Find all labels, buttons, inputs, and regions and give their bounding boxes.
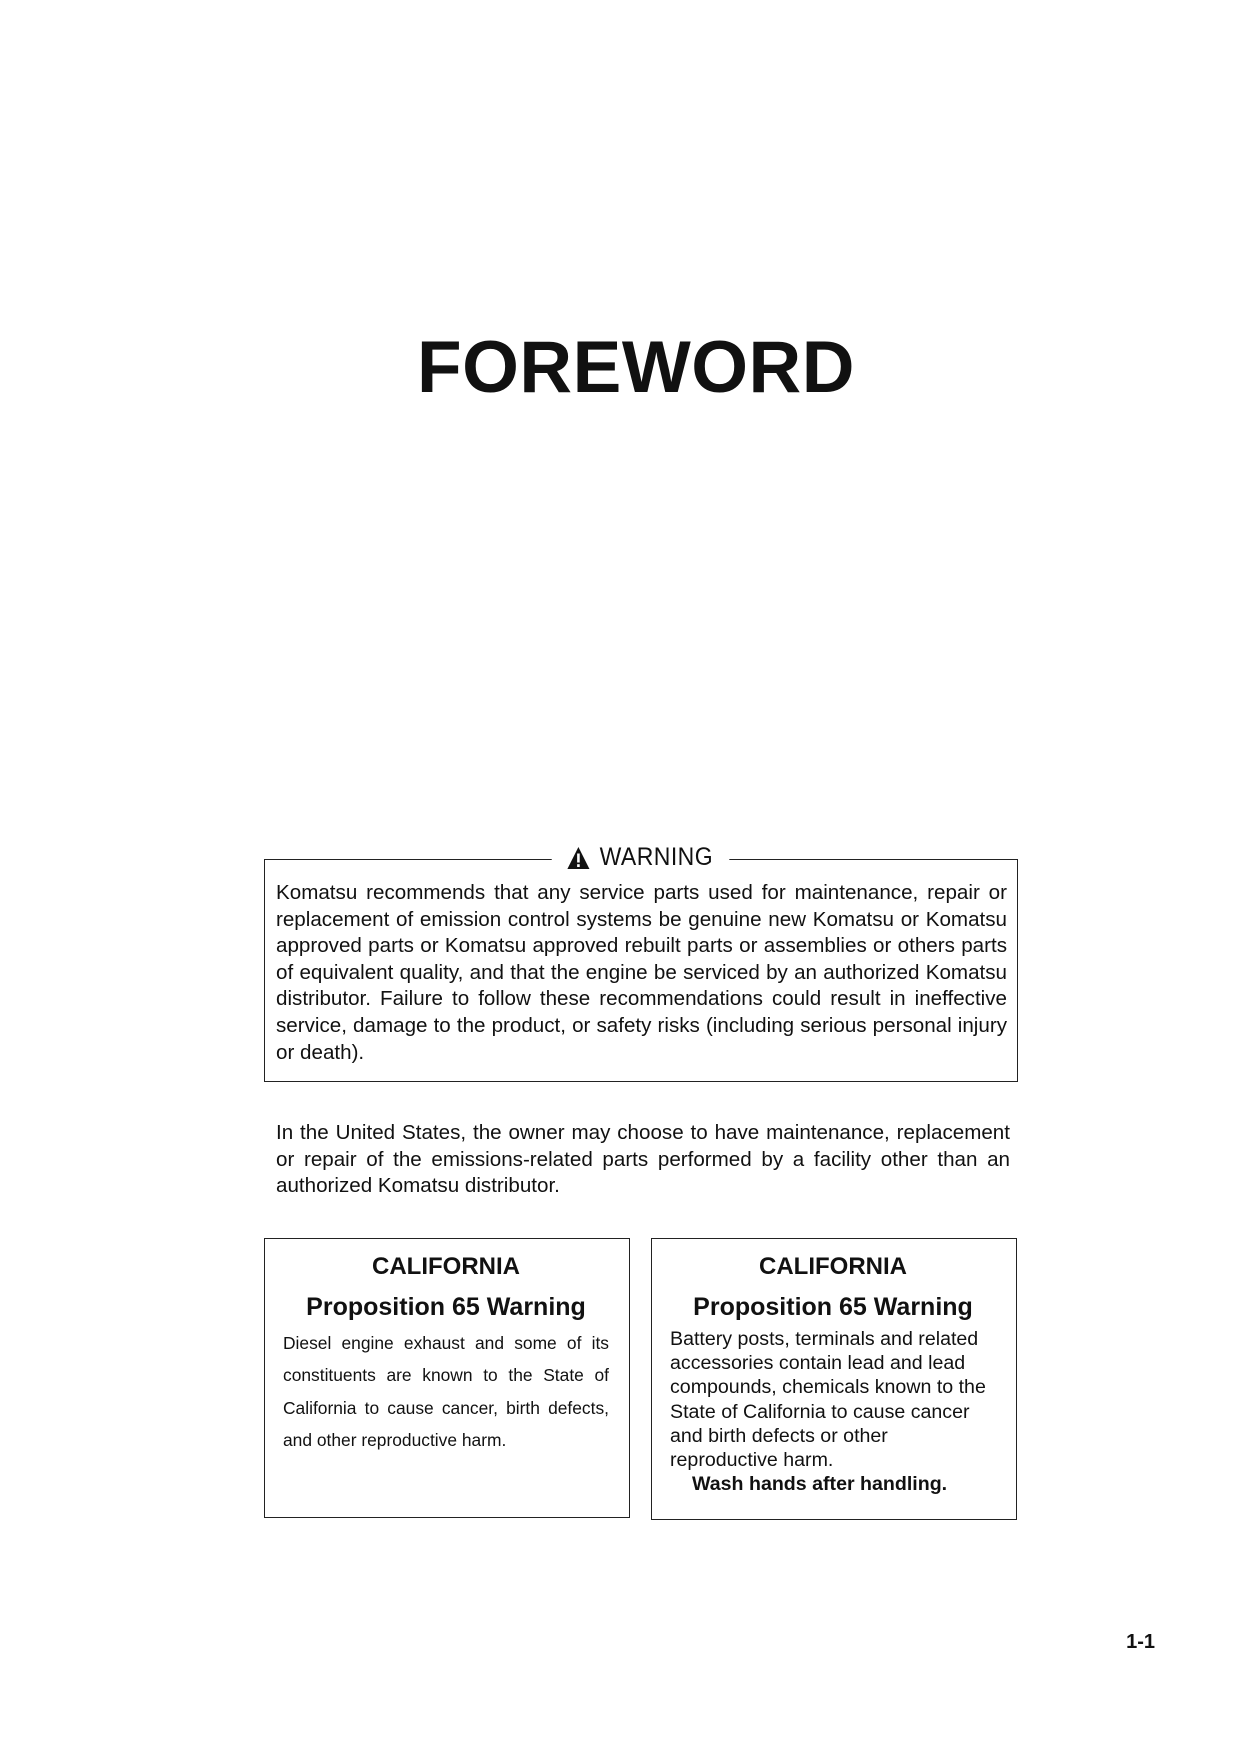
prop65-exhaust-heading: CALIFORNIA xyxy=(372,1253,520,1280)
warning-box xyxy=(264,843,1018,1082)
prop65-battery-text: Battery posts, terminals and related accessories contain lead and lead compounds, chemicals known to the State of California to cause cancer and birth defects or other reproductive harm. xyxy=(670,1328,986,1472)
prop65-exhaust-box xyxy=(264,1238,630,1518)
us-notice-text: In the United States, the owner may choose to have maintenance, replacement or repair of the emissions-related parts performed by a facility other than an authorized Komatsu distributor. xyxy=(276,1121,1010,1198)
prop65-battery-subheading: Proposition 65 Warning xyxy=(693,1293,973,1321)
prop65-exhaust-text: Diesel engine exhaust and some of its constituents are known to the State of California to cause cancer, birth defects, and other reproductive harm. xyxy=(283,1333,609,1451)
page-number: 1-1 xyxy=(1126,1631,1155,1653)
warning-text: Komatsu recommends that any service parts used for maintenance, repair or replacement of emission control systems be genuine new Komatsu or Komatsu approved parts or Komatsu approved rebuilt parts or assemblies or others parts of equivalent quality, and that the engine be serviced by an authorized Komatsu distributor. Failure to follow these recommendations could result in ineffective service, damage to the product, or safety risks (including serious personal injury or death). xyxy=(276,881,1007,1064)
prop65-battery-box xyxy=(651,1238,1017,1520)
page-title: FOREWORD xyxy=(417,327,855,408)
prop65-exhaust-subheading: Proposition 65 Warning xyxy=(306,1293,586,1321)
warning-header xyxy=(265,840,1017,883)
prop65-battery-emphasis: Wash hands after handling. xyxy=(692,1473,948,1496)
warning-label: WARNING xyxy=(599,843,714,871)
prop65-battery-heading: CALIFORNIA xyxy=(759,1253,907,1280)
warning-triangle-icon xyxy=(567,845,591,869)
